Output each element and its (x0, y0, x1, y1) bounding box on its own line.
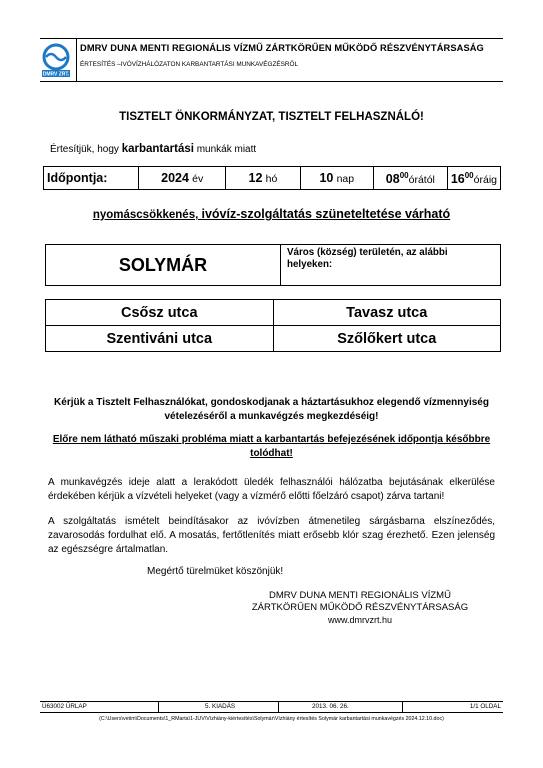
document-footer (40, 701, 503, 713)
warning-paragraph: Előre nem látható műszaki probléma miatt a karbantartás befejezésének időpontja későbbre tolódhat! (52, 434, 491, 459)
schedule-day: 10 nap (300, 167, 373, 190)
signature-line: DMRV DUNA MENTI REGIONÁLIS VÍZMŰ (269, 590, 451, 601)
schedule-month: 12 hó (226, 167, 301, 190)
footer-divider (402, 702, 403, 712)
schedule-to: $16^{00}óráig$ (447, 167, 500, 190)
restart-paragraph: A szolgáltatás ismételt beindításakor az ivóvízben átmenetileg sárgásbarna elszíneződés, zavarosodás fordulhat elő. A mosatás, fertőtlenítés miatt erősebb klór szag érezhető. Ezen jelenség az egészségre ártalmatlan. (48, 516, 495, 555)
street-name: Szőlőkert utca (273, 326, 501, 352)
signature-block (215, 590, 505, 626)
street-name: Tavasz utca (273, 300, 501, 326)
greeting: TISZTELT ÖNKORMÁNYZAT, TISZTELT FELHASZNÁLÓ! (119, 111, 424, 123)
schedule-from: $08^{00}órától$ (373, 167, 447, 190)
city-description: Város (község) területén, az alábbi helyeken: (281, 245, 501, 286)
request-paragraph: Kérjük a Tisztelt Felhasználókat, gondoskodjanak a háztartásukhoz elegendő vízmennyiség vételezéséről a munkavégzés megkezdéséig! (54, 397, 489, 422)
service-headline: nyomáscsökkenés, ivóvíz-szolgáltatás szüneteltetése várható (92, 207, 451, 221)
document-header (40, 38, 503, 82)
document-subtitle: ÉRTESÍTÉS –IVÓVÍZHÁLÓZATON KARBANTARTÁSI MUNKAVÉGZÉSRŐL (80, 61, 299, 68)
schedule-year: 2024 év (139, 167, 226, 190)
dmrv-logo (40, 42, 72, 78)
footer-divider (278, 702, 279, 712)
intro-text: Értesítjük, hogy karbantartási munkák miatt (50, 143, 257, 155)
city-name: SOLYMÁR (46, 245, 281, 286)
footer-page: 1/1 OLDAL (469, 703, 501, 710)
website-link[interactable]: www.dmrvzrt.hu (327, 615, 392, 625)
footer-edition: 5. KIADÁS (205, 703, 236, 710)
signature-line: ZÁRTKÖRŰEN MŰKÖDŐ RÉSZVÉNYTÁRSASÁG (251, 602, 469, 613)
company-name: DMRV DUNA MENTI REGIONÁLIS VÍZMŰ ZÁRTKÖRŰEN MŰKÖDŐ RÉSZVÉNYTÁRSASÁG (80, 43, 484, 53)
footer-form: Ü63002 ŰRLAP (42, 703, 87, 710)
thanks-text: Megértő türelmüket köszönjük! (147, 566, 284, 577)
sediment-paragraph: A munkavégzés ideje alatt a lerakódott üledék felhasználói hálózatba bejutásának elkerülése érdekében kérjük a vízvételi helyeket (vagy a vízmérő előtti főelzáró csapot) zárva tartani! (48, 477, 495, 502)
city-table (45, 244, 501, 286)
file-path: (C:\Users\vetim\Documents\1_RMarta\1-JUV\Vízhiány-kiértesítés\Solymár\Vízhiány értesítés Solymár karbantartási munkavégzés 2024.12.10.doc) (99, 716, 444, 722)
footer-date: 2013. 06. 26. (312, 703, 349, 710)
header-divider (76, 39, 77, 81)
streets-table (45, 299, 501, 352)
street-name: Csősz utca (46, 300, 274, 326)
street-name: Szentiváni utca (46, 326, 274, 352)
schedule-label: Időpontja: (44, 167, 139, 190)
footer-divider (158, 702, 159, 712)
schedule-table (43, 166, 501, 190)
svg-text:DMRV ZRT.: DMRV ZRT. (42, 71, 70, 78)
